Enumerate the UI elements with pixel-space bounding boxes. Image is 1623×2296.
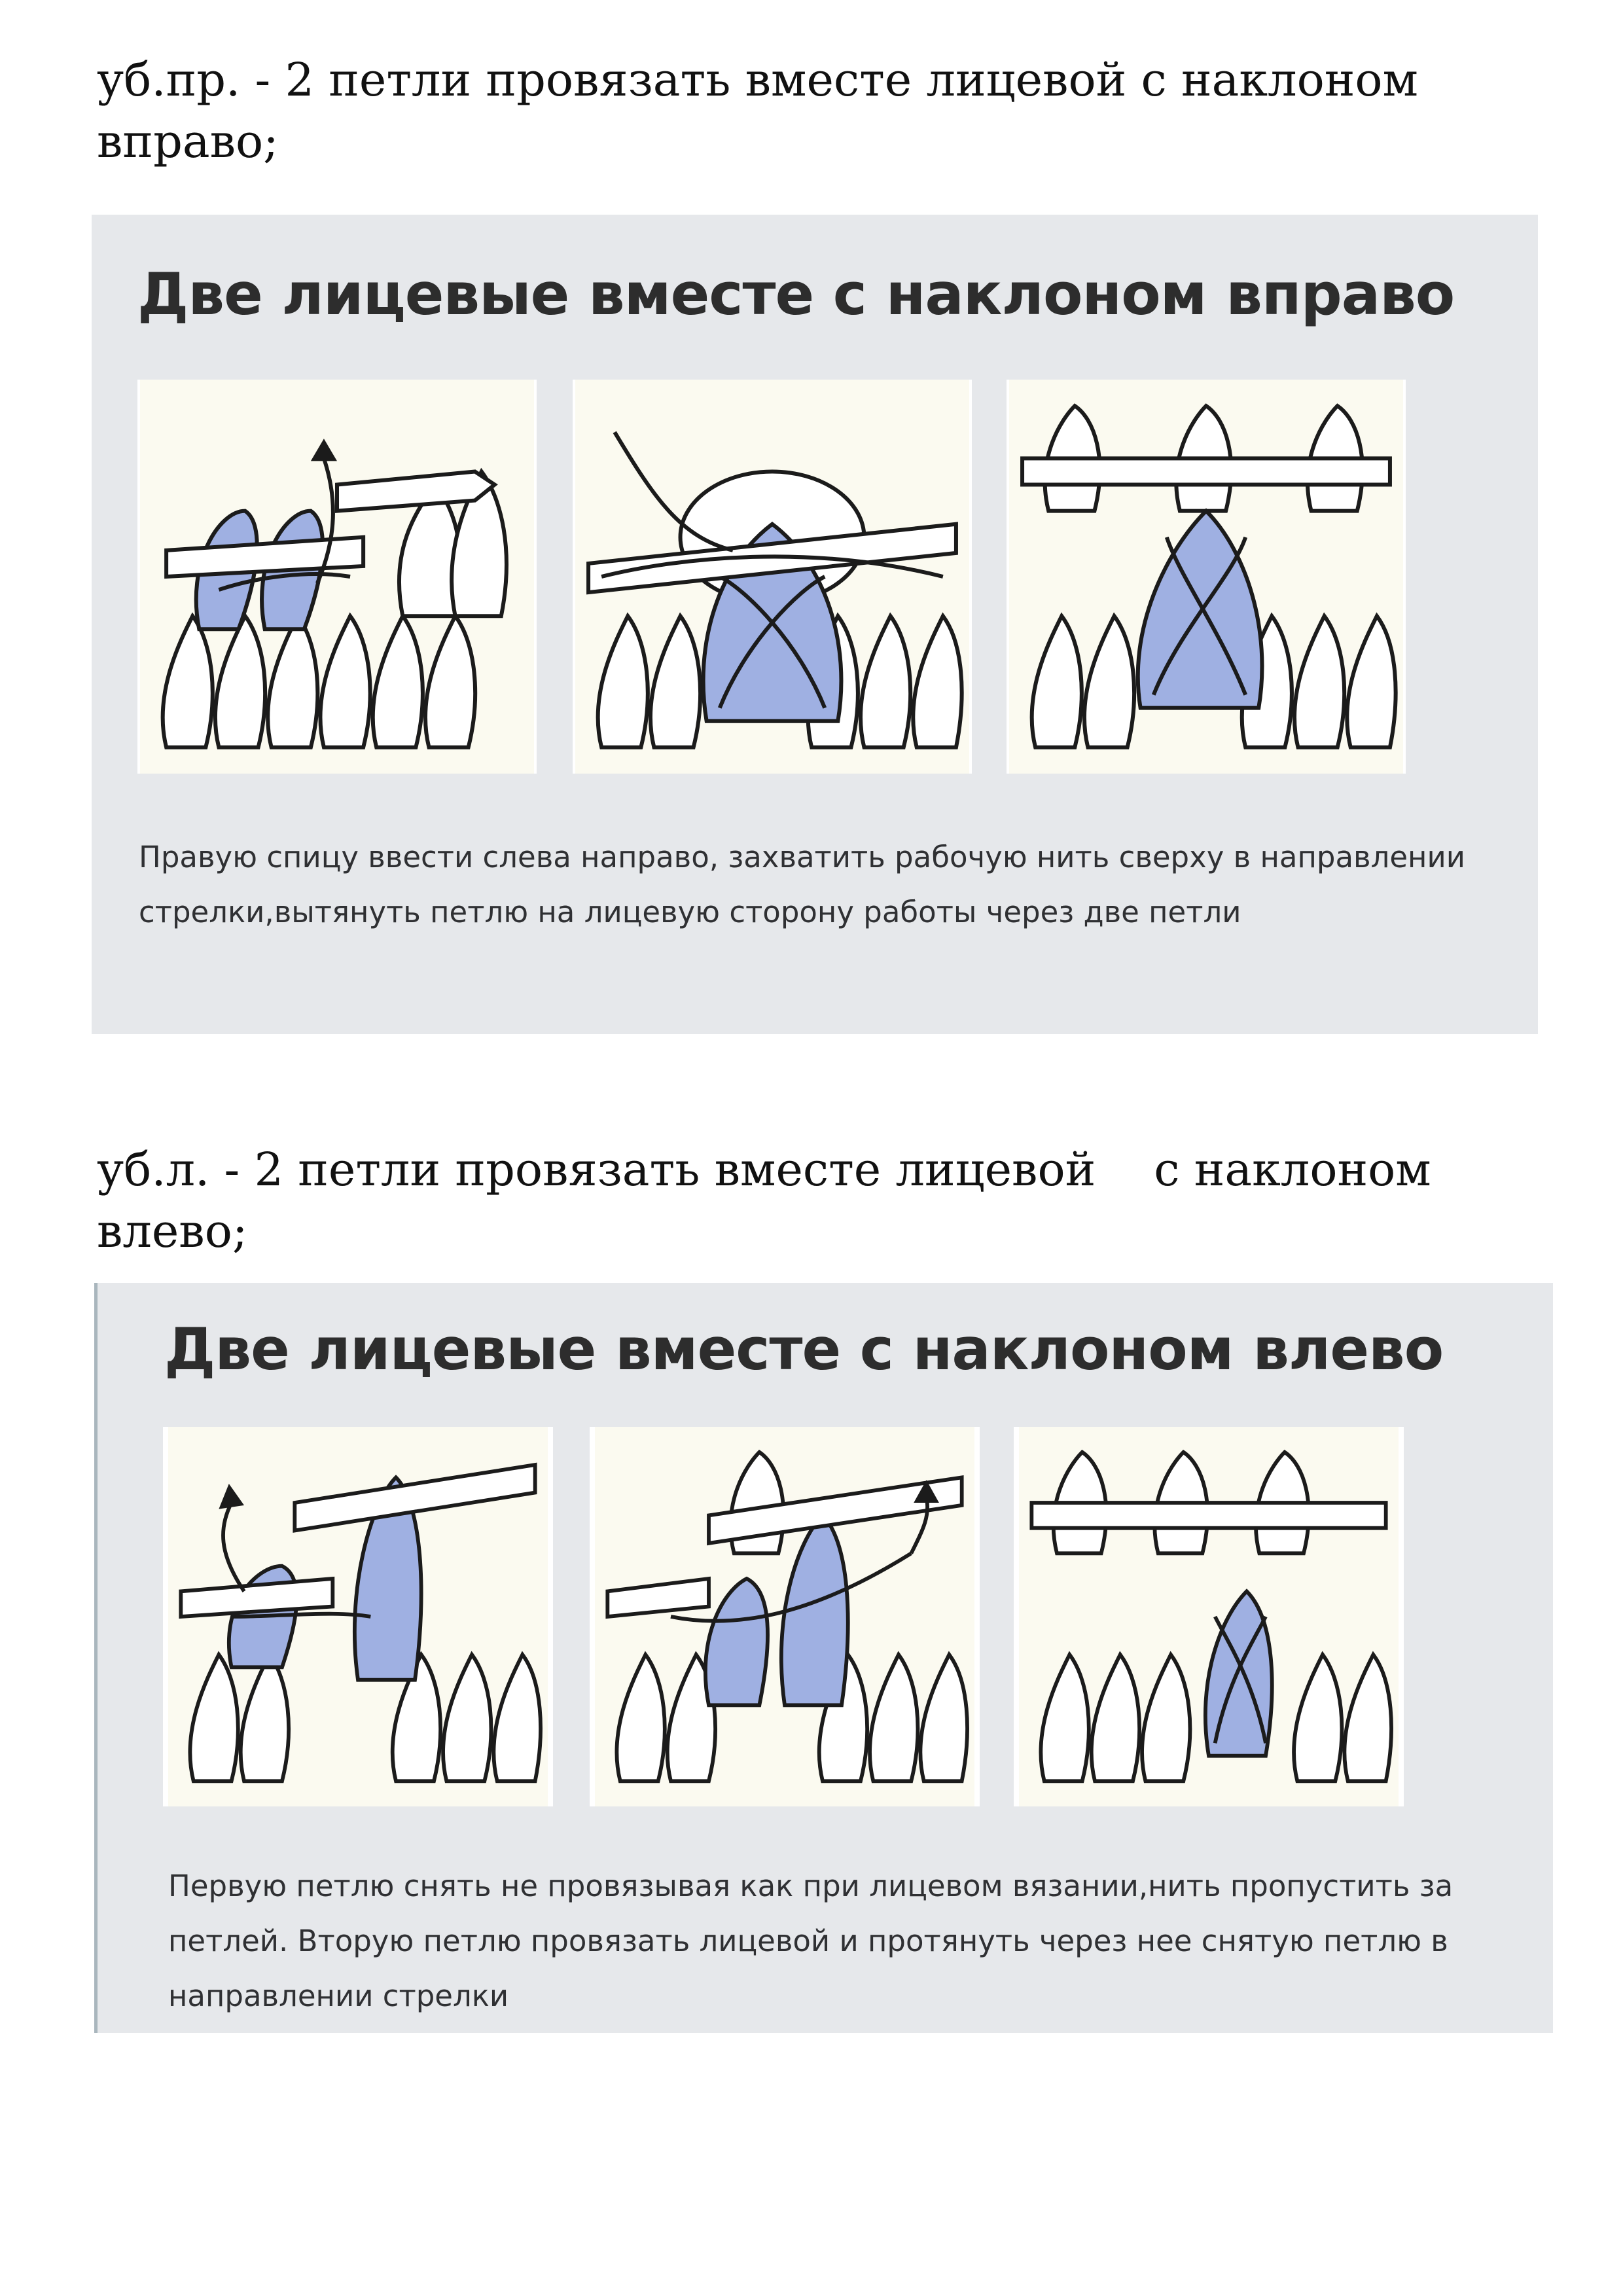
knitting-step-2-illustration	[573, 380, 972, 774]
panel-description: Первую петлю снять не провязывая как при лицевом вязании,нить пропустить за петлей. Вторую петлю провязать лицевой и протянуть через нее снятую петлю в направлении стрелки	[168, 1869, 1454, 2013]
panel-title: Две лицевые вместе с наклоном влево	[164, 1316, 1444, 1383]
step-2-illustration	[573, 380, 972, 774]
step-1-illustration	[163, 1427, 553, 1806]
right-slant-decrease-panel	[92, 215, 1538, 1034]
knitting-step-1-illustration	[137, 380, 537, 774]
step-3-illustration	[1014, 1427, 1404, 1806]
knitting-step-1-illustration	[163, 1427, 553, 1806]
panel-title: Две лицевые вместе с наклоном вправо	[137, 260, 1455, 328]
knitting-step-2-illustration	[590, 1427, 980, 1806]
section-1-heading: уб.пр. - 2 петли провязать вместе лицевой с наклоном вправо;	[97, 53, 1433, 168]
panel-description: Правую спицу ввести слева направо, захватить рабочую нить сверху в направлении стрелки,вытянуть петлю на лицевую сторону работы через две петли	[139, 840, 1465, 929]
left-slant-decrease-panel	[94, 1283, 1553, 2033]
step-2-illustration	[590, 1427, 980, 1806]
step-3-illustration	[1007, 380, 1406, 774]
knitting-step-3-illustration	[1007, 380, 1406, 774]
section-2-heading: уб.л. - 2 петли провязать вместе лицевой с наклоном влево;	[97, 1143, 1446, 1258]
step-1-illustration	[137, 380, 537, 774]
knitting-step-3-illustration	[1014, 1427, 1404, 1806]
